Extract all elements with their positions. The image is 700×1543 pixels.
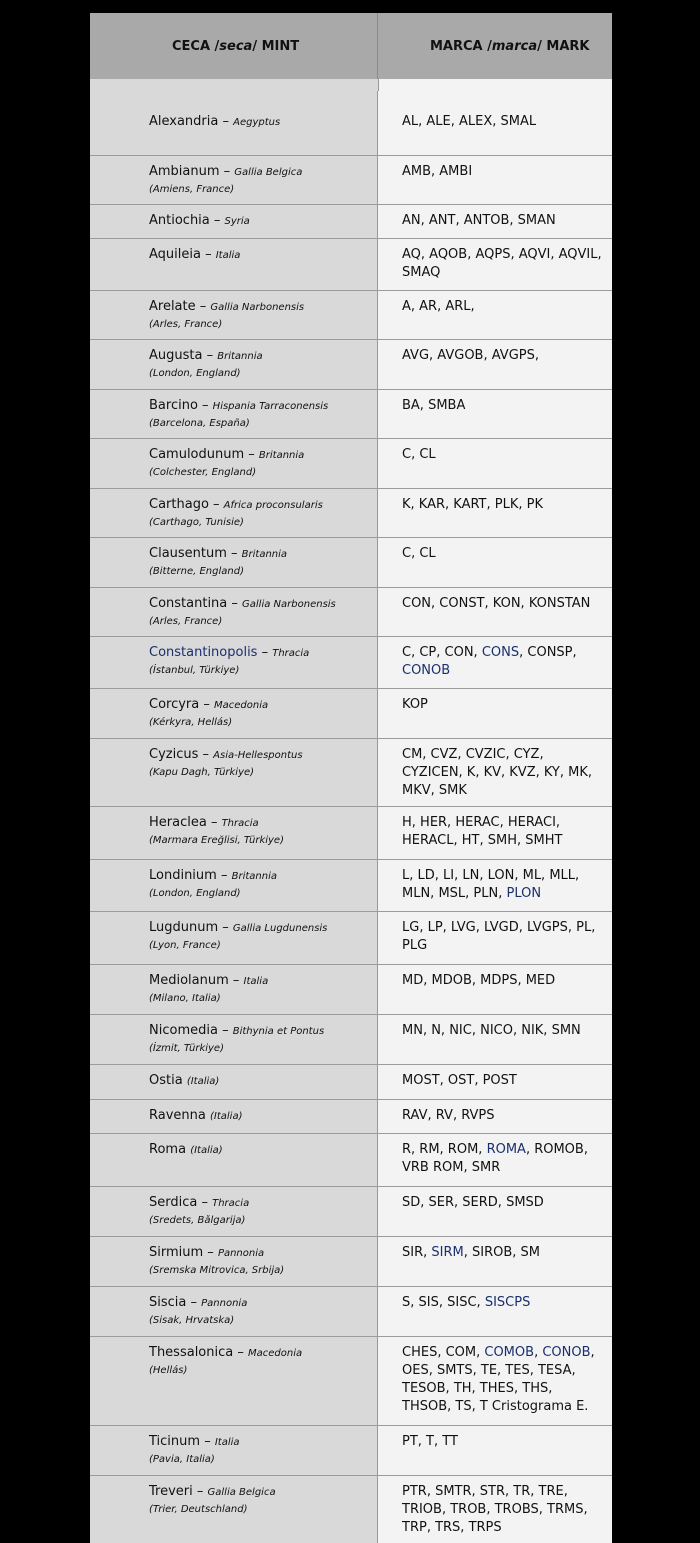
mark-text: MD, MDOB, MDPS, MED xyxy=(402,973,556,988)
mint-separator: – xyxy=(200,1434,215,1449)
mint-line xyxy=(149,644,371,662)
mint-name: Clausentum xyxy=(149,546,227,561)
mark-text: PLON xyxy=(506,886,542,901)
table-row xyxy=(90,739,612,807)
mint-cell xyxy=(90,1100,378,1133)
mint-line xyxy=(149,1194,371,1212)
mint-province: Thracia xyxy=(221,818,259,829)
mint-name: Nicomedia xyxy=(149,1023,218,1038)
mark-text: AN, ANT, ANTOB, SMAN xyxy=(402,213,556,228)
mark-text: C, CL xyxy=(402,546,436,561)
mint-name: Ostia xyxy=(149,1073,183,1088)
mark-cell xyxy=(378,588,612,636)
header-mark-text: MARCA / xyxy=(430,38,492,54)
mint-marks-table xyxy=(90,13,612,1543)
mint-line xyxy=(149,595,371,613)
mark-cell xyxy=(378,91,612,155)
mark-cell xyxy=(378,1287,612,1336)
mark-text: R, RM, ROM, xyxy=(402,1142,487,1157)
table-row xyxy=(90,1015,612,1065)
mint-province: Africa proconsularis xyxy=(223,500,323,511)
mark-text: AQ, AQOB, AQPS, AQVI, AQVIL, SMAQ xyxy=(402,247,602,280)
mark-cell xyxy=(378,156,612,204)
mint-name: Mediolanum xyxy=(149,973,229,988)
mark-cell xyxy=(378,1337,612,1425)
table-row xyxy=(90,538,612,588)
mint-name: Heraclea xyxy=(149,815,207,830)
mint-province: Gallia Belgica xyxy=(234,167,303,178)
mint-line xyxy=(149,919,371,937)
mint-cell xyxy=(90,205,378,238)
table-row xyxy=(90,1100,612,1134)
header-mark xyxy=(378,13,612,79)
mint-province: Gallia Narbonensis xyxy=(242,599,336,610)
mint-modern-location: (Sredets, Bǎlgarija) xyxy=(149,1215,246,1226)
table-row xyxy=(90,291,612,340)
mint-modern-location: (Hellás) xyxy=(149,1365,188,1376)
table-row xyxy=(90,637,612,689)
mint-separator: – xyxy=(202,348,218,363)
table-row xyxy=(90,489,612,538)
table-row xyxy=(90,1337,612,1426)
mark-text: BA, SMBA xyxy=(402,398,466,413)
mint-cell xyxy=(90,739,378,806)
table-row xyxy=(90,965,612,1015)
mint-modern-location: (Barcelona, España) xyxy=(149,418,250,429)
mint-province: Pannonia xyxy=(217,1248,265,1259)
mint-line xyxy=(149,545,371,563)
mint-separator: – xyxy=(257,645,273,660)
mark-text: , ROMOB, VRB ROM, SMR xyxy=(402,1142,588,1175)
mark-text: CONS xyxy=(481,645,520,660)
mint-line xyxy=(149,1022,371,1040)
mark-text: CM, CVZ, CVZIC, CYZ, CYZICEN, K, KV, KVZ, KY, MK, MKV, SMK xyxy=(402,747,593,798)
mark-cell xyxy=(378,538,612,587)
mint-province: Macedonia xyxy=(248,1348,303,1359)
mint-cell xyxy=(90,1065,378,1099)
mint-modern-location: (Sremska Mitrovica, Srbija) xyxy=(149,1265,285,1276)
mint-province: Macedonia xyxy=(214,700,269,711)
mint-modern-location: (Arles, France) xyxy=(149,319,223,330)
mint-separator: – xyxy=(216,868,232,883)
mint-province: Britannia xyxy=(231,871,277,882)
mint-separator: – xyxy=(197,398,213,413)
table-row xyxy=(90,1065,612,1100)
mint-name: Treveri xyxy=(149,1484,193,1499)
mint-line xyxy=(149,1344,371,1362)
mark-text: COMOB xyxy=(484,1345,535,1360)
mark-cell xyxy=(378,689,612,738)
table-row xyxy=(90,1187,612,1237)
mark-text: ROMA xyxy=(486,1142,526,1157)
mark-cell xyxy=(378,1100,612,1133)
table-header xyxy=(90,13,612,79)
mint-name: Aquileia xyxy=(149,247,201,262)
mint-line xyxy=(149,1483,371,1501)
header-mark-text-end: / MARK xyxy=(537,38,590,54)
mark-text: SIRM xyxy=(431,1245,464,1260)
mint-province: (Italia) xyxy=(186,1076,220,1087)
mint-modern-location: (Marmara Ereğlisi, Türkiye) xyxy=(149,835,284,846)
mint-province: Italia xyxy=(215,250,241,261)
mint-cell xyxy=(90,1426,378,1475)
mark-text: C, CL xyxy=(402,447,436,462)
mark-text: , OES, SMTS, TE, TES, TESA, TESOB, TH, THES, THS, THSOB, TS, T Cristograma E. xyxy=(402,1345,595,1414)
table-row xyxy=(90,1426,612,1476)
mint-name: Antiochia xyxy=(149,213,210,228)
mint-modern-location: (Kérkyra, Hellás) xyxy=(149,717,233,728)
mint-separator: – xyxy=(228,973,244,988)
mint-province: (Italia) xyxy=(190,1145,223,1156)
mint-line xyxy=(149,397,371,415)
table-row xyxy=(90,340,612,390)
mint-name: Constantina xyxy=(149,596,228,611)
mint-cell xyxy=(90,489,378,537)
mint-line xyxy=(149,163,371,181)
mint-cell xyxy=(90,1287,378,1336)
mint-separator: – xyxy=(200,247,216,262)
mint-line xyxy=(149,1072,371,1090)
mark-text: C, CP, CON, xyxy=(402,645,482,660)
header-mint xyxy=(90,13,378,79)
table-row xyxy=(90,91,612,156)
mark-text: SD, SER, SERD, SMSD xyxy=(402,1195,544,1210)
mint-cell xyxy=(90,291,378,339)
mark-cell xyxy=(378,1187,612,1236)
mark-cell xyxy=(378,1134,612,1186)
mint-line xyxy=(149,446,371,464)
mint-cell xyxy=(90,1134,378,1186)
mint-province: (Italia) xyxy=(210,1111,243,1122)
mark-text: AMB, AMBI xyxy=(402,164,473,179)
mint-province: Pannonia xyxy=(201,1298,248,1309)
mint-cell xyxy=(90,807,378,859)
mint-province: Britannia xyxy=(217,351,263,362)
mark-text: , xyxy=(534,1345,543,1360)
table-row xyxy=(90,1287,612,1337)
mark-cell xyxy=(378,1065,612,1099)
table-row xyxy=(90,588,612,637)
mint-line xyxy=(149,696,371,714)
mint-cell xyxy=(90,239,378,290)
mint-province: Thracia xyxy=(212,1198,250,1209)
header-mint-italic: seca xyxy=(219,38,253,54)
mint-separator: – xyxy=(197,1195,213,1210)
mint-province: Thracia xyxy=(272,648,310,659)
mint-modern-location: (İstanbul, Türkiye) xyxy=(149,665,240,676)
mark-cell xyxy=(378,739,612,806)
mint-line xyxy=(149,972,371,990)
mark-text: KOP xyxy=(402,697,428,712)
mint-name: Londinium xyxy=(149,868,217,883)
mint-line xyxy=(149,814,371,832)
mint-name: Camulodunum xyxy=(149,447,245,462)
mint-province: Bithynia et Pontus xyxy=(232,1026,325,1037)
mint-province: Gallia Lugdunensis xyxy=(232,923,328,934)
mint-cell xyxy=(90,965,378,1014)
mint-separator: – xyxy=(219,164,235,179)
mark-text: CONOB xyxy=(542,1345,591,1360)
table-row xyxy=(90,1476,612,1543)
mint-province: Aegyptus xyxy=(233,117,281,128)
mark-cell xyxy=(378,489,612,537)
mark-cell xyxy=(378,1237,612,1286)
mint-province: Italia xyxy=(214,1437,240,1448)
mint-modern-location: (Arles, France) xyxy=(149,616,223,627)
mark-text: K, KAR, KART, PLK, PK xyxy=(402,497,543,512)
mark-cell xyxy=(378,637,612,688)
mark-text: SIR, xyxy=(402,1245,432,1260)
mark-text: RAV, RV, RVPS xyxy=(402,1108,495,1123)
mark-text: H, HER, HERAC, HERACI, HERACL, HT, SMH, SMHT xyxy=(402,815,563,848)
table-row xyxy=(90,912,612,965)
mark-text: AVG, AVGOB, AVGPS, xyxy=(402,348,539,363)
mint-line xyxy=(149,1433,371,1451)
mint-name: Ambianum xyxy=(149,164,220,179)
header-spacer xyxy=(90,79,612,91)
mint-cell xyxy=(90,912,378,964)
mark-text: , SIROB, SM xyxy=(463,1245,541,1260)
mint-province: Britannia xyxy=(258,450,305,461)
mark-cell xyxy=(378,340,612,389)
mint-cell xyxy=(90,1337,378,1425)
mint-line xyxy=(149,867,371,885)
mint-separator: – xyxy=(186,1295,202,1310)
mint-modern-location: (Kapu Dagh, Türkiye) xyxy=(149,767,255,778)
mark-cell xyxy=(378,860,612,911)
mint-separator: – xyxy=(218,920,233,935)
mint-separator: – xyxy=(233,1345,248,1360)
mint-province: Gallia Belgica xyxy=(207,1487,276,1498)
mint-cell xyxy=(90,588,378,636)
mint-line xyxy=(149,212,371,230)
mint-cell xyxy=(90,439,378,488)
mint-separator: – xyxy=(209,213,225,228)
mark-text: AL, ALE, ALEX, SMAL xyxy=(402,114,537,129)
mint-separator: – xyxy=(203,1245,218,1260)
mint-province: Hispania Tarraconensis xyxy=(212,401,329,412)
mint-name: Augusta xyxy=(149,348,203,363)
mark-text: CHES, COM, xyxy=(402,1345,485,1360)
mark-text: CONOB xyxy=(402,663,451,678)
mint-cell xyxy=(90,538,378,587)
mark-cell xyxy=(378,239,612,290)
mint-cell xyxy=(90,1237,378,1286)
mint-cell xyxy=(90,390,378,438)
mint-cell xyxy=(90,860,378,911)
mint-separator: – xyxy=(217,1023,233,1038)
mark-text: PT, T, TT xyxy=(402,1434,458,1449)
mint-name: Cyzicus xyxy=(149,747,199,762)
mint-modern-location: (Colchester, England) xyxy=(149,467,257,478)
mark-text: MN, N, NIC, NICO, NIK, SMN xyxy=(402,1023,581,1038)
mark-cell xyxy=(378,439,612,488)
table-row xyxy=(90,1134,612,1187)
mint-line xyxy=(149,298,371,316)
mint-separator: – xyxy=(206,815,222,830)
mint-separator: – xyxy=(244,447,259,462)
mark-cell xyxy=(378,912,612,964)
mark-cell xyxy=(378,965,612,1014)
mint-name: Serdica xyxy=(149,1195,198,1210)
mint-line xyxy=(149,1141,371,1159)
mint-modern-location: (Milano, Italia) xyxy=(149,993,221,1004)
mint-line xyxy=(149,1244,371,1262)
mint-name: Corcyra xyxy=(149,697,200,712)
mint-name: Lugdunum xyxy=(149,920,219,935)
table-row xyxy=(90,205,612,239)
header-mint-text: CECA / xyxy=(172,38,220,54)
mint-line xyxy=(149,1107,371,1125)
mint-modern-location: (Amiens, France) xyxy=(149,184,235,195)
mark-cell xyxy=(378,1015,612,1064)
mint-cell xyxy=(90,689,378,738)
mint-name: Sirmium xyxy=(149,1245,204,1260)
mark-text: CON, CONST, KON, KONSTAN xyxy=(402,596,591,611)
mint-modern-location: (Bitterne, England) xyxy=(149,566,244,577)
mint-line xyxy=(149,496,371,514)
mint-modern-location: (İzmit, Türkiye) xyxy=(149,1043,224,1054)
table-row xyxy=(90,860,612,912)
mint-line xyxy=(149,746,371,764)
table-row xyxy=(90,807,612,860)
table-row xyxy=(90,1237,612,1287)
mint-cell xyxy=(90,1476,378,1543)
mint-name: Siscia xyxy=(149,1295,187,1310)
mark-text: L, LD, LI, LN, LON, ML, MLL, MLN, MSL, PLN, xyxy=(402,868,580,901)
mint-line xyxy=(149,347,371,365)
mint-cell xyxy=(90,1015,378,1064)
mark-text: SISCPS xyxy=(484,1295,531,1310)
mint-cell xyxy=(90,156,378,204)
mint-line xyxy=(149,113,371,131)
mint-modern-location: (Pavia, Italia) xyxy=(149,1454,215,1465)
mint-name: Barcino xyxy=(149,398,198,413)
mint-name: Arelate xyxy=(149,299,196,314)
mint-name: Ravenna xyxy=(149,1108,206,1123)
mark-cell xyxy=(378,291,612,339)
mint-cell xyxy=(90,637,378,688)
mint-separator: – xyxy=(218,114,234,129)
mint-name: Carthago xyxy=(149,497,209,512)
mint-line xyxy=(149,246,371,264)
mark-text: PTR, SMTR, STR, TR, TRE, TRIOB, TROB, TROBS, TRMS, TRP, TRS, TRPS xyxy=(402,1484,588,1535)
mark-text: S, SIS, SISC, xyxy=(402,1295,485,1310)
mint-province: Gallia Narbonensis xyxy=(210,302,305,313)
mint-separator: – xyxy=(208,497,224,512)
mint-modern-location: (London, England) xyxy=(149,888,241,899)
mark-text: MOST, OST, POST xyxy=(402,1073,517,1088)
table-row xyxy=(90,390,612,439)
mark-cell xyxy=(378,1426,612,1475)
header-mark-italic: marca xyxy=(491,38,538,54)
mark-text: A, AR, ARL, xyxy=(402,299,475,314)
mint-province: Syria xyxy=(224,216,250,227)
mint-name: Thessalonica xyxy=(149,1345,234,1360)
mint-name: Ticinum xyxy=(149,1434,201,1449)
header-mint-text-end: / MINT xyxy=(252,38,300,54)
table-row xyxy=(90,689,612,739)
mark-text: LG, LP, LVG, LVGD, LVGPS, PL, PLG xyxy=(402,920,596,953)
mint-separator: – xyxy=(226,546,242,561)
mint-name: Constantinopolis xyxy=(149,645,258,660)
mint-province: Italia xyxy=(243,976,269,987)
mint-modern-location: (Lyon, France) xyxy=(149,940,221,951)
mint-name: Roma xyxy=(149,1142,187,1157)
mint-separator: – xyxy=(199,697,215,712)
mint-line xyxy=(149,1294,371,1312)
table-row xyxy=(90,239,612,291)
mark-cell xyxy=(378,1476,612,1543)
mint-separator: – xyxy=(195,299,211,314)
mark-cell xyxy=(378,807,612,859)
mark-text: , CONSP, xyxy=(519,645,577,660)
mint-province: Britannia xyxy=(241,549,288,560)
table-body xyxy=(90,91,612,1543)
table-row xyxy=(90,156,612,205)
mark-cell xyxy=(378,390,612,438)
mint-modern-location: (London, England) xyxy=(149,368,241,379)
mint-province: Asia-Hellespontus xyxy=(213,750,303,761)
mint-separator: – xyxy=(198,747,214,762)
mint-modern-location: (Carthago, Tunisie) xyxy=(149,517,244,528)
table-row xyxy=(90,439,612,489)
mint-separator: – xyxy=(227,596,243,611)
mint-separator: – xyxy=(192,1484,208,1499)
mint-cell xyxy=(90,1187,378,1236)
mint-name: Alexandria xyxy=(149,114,219,129)
mint-cell xyxy=(90,91,378,155)
mint-modern-location: (Trier, Deutschland) xyxy=(149,1504,248,1515)
mint-modern-location: (Sisak, Hrvatska) xyxy=(149,1315,235,1326)
mark-cell xyxy=(378,205,612,238)
mint-cell xyxy=(90,340,378,389)
